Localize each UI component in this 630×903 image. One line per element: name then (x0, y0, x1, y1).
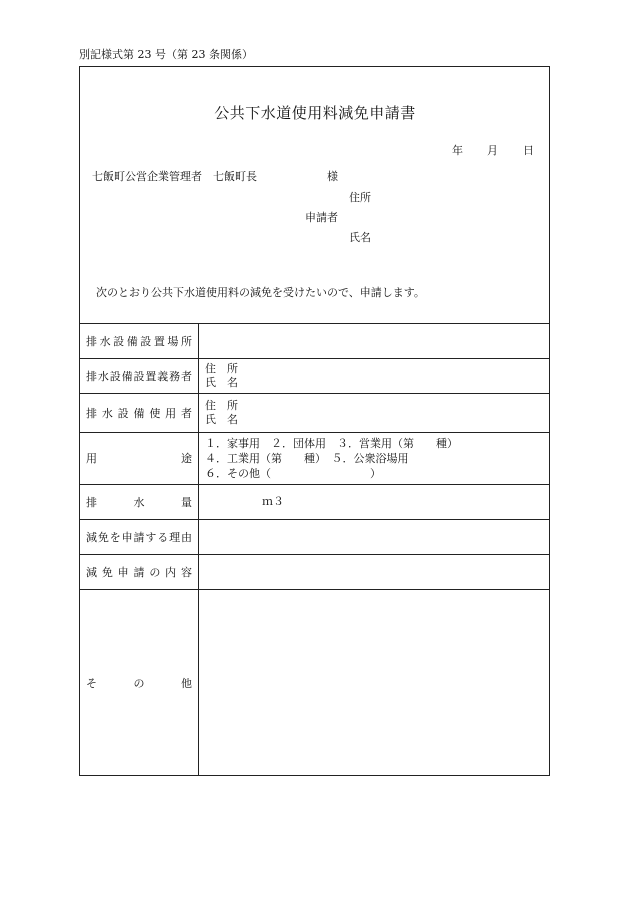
table-row (86, 393, 192, 432)
table-row (86, 484, 192, 519)
date-day-label: 日 (523, 144, 534, 157)
table-row (86, 323, 192, 358)
drainage-unit: ｍ３ (262, 495, 284, 508)
content-label: 減免申請の内容 (86, 565, 192, 579)
user-address-label: 住 所 (205, 399, 238, 412)
obligor-address-label: 住 所 (205, 362, 238, 375)
user-label: 排水設備使用者 (86, 406, 192, 420)
table-row (86, 589, 192, 776)
addressee-honorific: 様 (327, 170, 338, 183)
purpose-options-line-2: ４．工業用（第 種） ５．公衆浴場用 (205, 452, 409, 465)
other-label: その他 (86, 676, 192, 690)
location-label: 排水設備設置場所 (86, 334, 192, 348)
table-row (86, 554, 192, 589)
column-divider (198, 323, 199, 776)
table-row (86, 519, 192, 554)
applicant-label: 申請者 (305, 211, 338, 224)
date-year-label: 年 (452, 144, 463, 157)
purpose-options-line-1: １．家事用 ２．団体用 ３．営業用（第 種） (205, 437, 458, 450)
applicant-address-label: 住所 (349, 191, 371, 204)
document-title: 公共下水道使用料減免申請書 (214, 104, 416, 122)
user-name-label: 氏 名 (205, 413, 238, 426)
purpose-options-line-3: ６．その他（ ） (205, 467, 381, 480)
applicant-name-label: 氏名 (349, 231, 371, 244)
obligor-label: 排水設備設置義務者 (86, 369, 192, 383)
reason-label: 減免を申請する理由 (86, 530, 192, 544)
purpose-label: 用途 (86, 452, 192, 465)
date-month-label: 月 (487, 144, 498, 157)
drainage-label: 排水量 (86, 495, 192, 509)
obligor-name-label: 氏 名 (205, 376, 238, 389)
table-row (86, 432, 192, 484)
table-row (86, 358, 192, 393)
application-statement: 次のとおり公共下水道使用料の減免を受けたいので、申請します。 (96, 286, 425, 299)
form-caption: 別記様式第 23 号（第 23 条関係） (79, 48, 253, 61)
addressee: 七飯町公営企業管理者 七飯町長 (92, 170, 257, 183)
